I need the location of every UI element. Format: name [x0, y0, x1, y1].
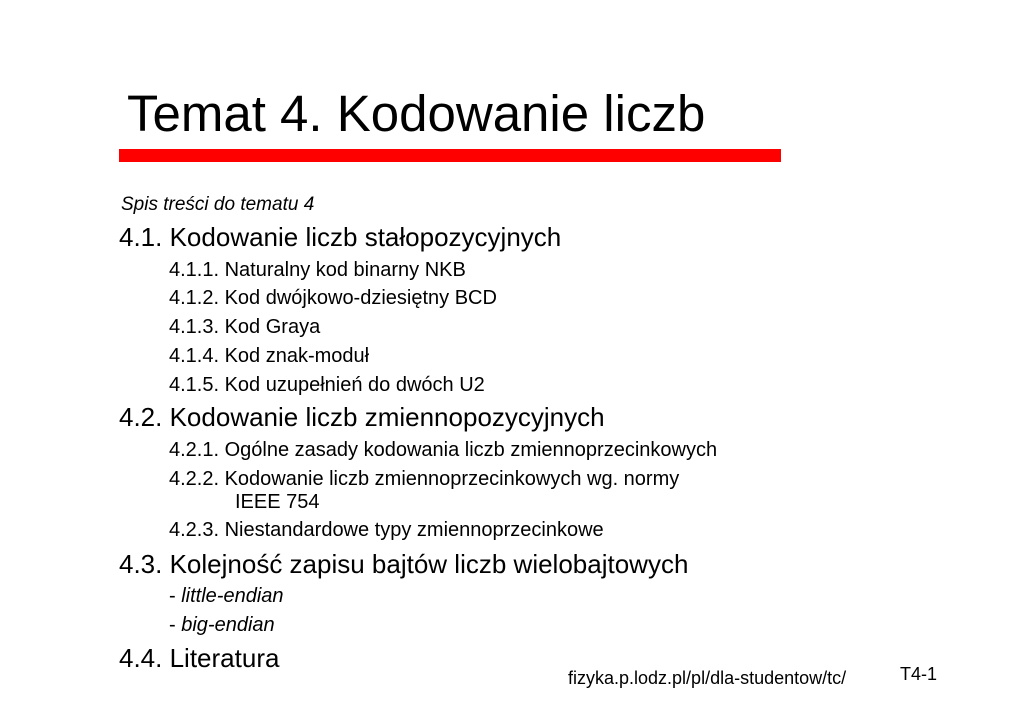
toc-item-4-2-3: 4.2.3. Niestandardowe typy zmiennoprzecinkowe [169, 519, 604, 541]
toc-item-4-2-2-continuation: IEEE 754 [235, 491, 320, 513]
list-dash: - [169, 614, 182, 636]
big-endian-label: big-endian [181, 614, 275, 636]
toc-item-4-1-5: 4.1.5. Kod uzupełnień do dwóch U2 [169, 374, 485, 396]
toc-section-4-3: 4.3. Kolejność zapisu bajtów liczb wielobajtowych [119, 549, 689, 579]
toc-section-4-4: 4.4. Literatura [119, 643, 280, 673]
list-dash: - [169, 585, 182, 607]
toc-item-4-2-2: 4.2.2. Kodowanie liczb zmiennoprzecinkowych wg. normy [169, 468, 680, 490]
slide-title: Temat 4. Kodowanie liczb [127, 85, 706, 142]
footer-url: fizyka.p.lodz.pl/pl/dla-studentow/tc/ [568, 668, 847, 688]
toc-item-little-endian [169, 585, 284, 607]
little-endian-label: little-endian [181, 585, 284, 607]
page-number: T4-1 [900, 664, 938, 684]
toc-section-4-1: 4.1. Kodowanie liczb stałopozycyjnych [119, 222, 562, 252]
toc-item-4-1-3: 4.1.3. Kod Graya [169, 316, 321, 338]
toc-item-4-1-2: 4.1.2. Kod dwójkowo-dziesiętny BCD [169, 287, 497, 309]
toc-item-4-1-4: 4.1.4. Kod znak-moduł [169, 345, 370, 367]
toc-section-4-2: 4.2. Kodowanie liczb zmiennopozycyjnych [119, 402, 605, 432]
title-underline [119, 149, 781, 162]
toc-subtitle: Spis treści do tematu 4 [121, 194, 315, 215]
toc-item-4-1-1: 4.1.1. Naturalny kod binarny NKB [169, 259, 466, 281]
toc-item-big-endian [169, 614, 275, 636]
toc-item-4-2-1: 4.2.1. Ogólne zasady kodowania liczb zmiennoprzecinkowych [169, 439, 718, 461]
